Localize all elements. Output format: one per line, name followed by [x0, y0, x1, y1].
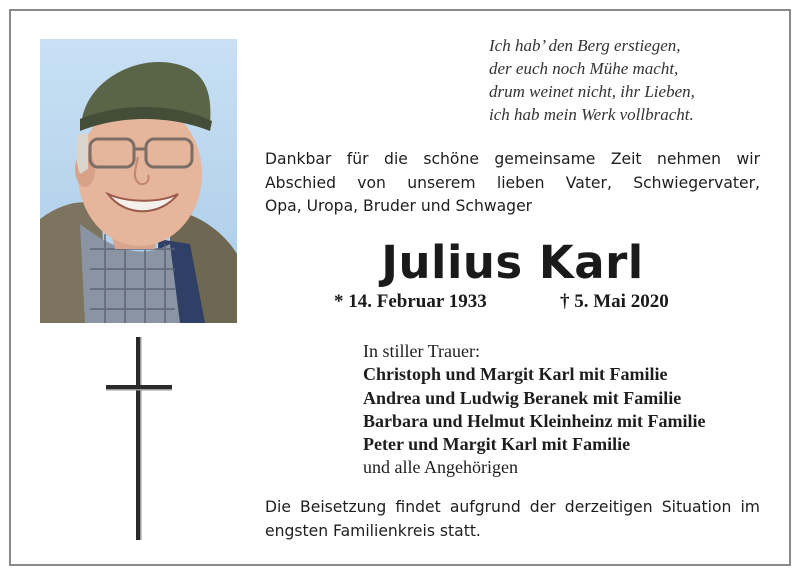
mourners-list: [363, 340, 706, 480]
burial-notice: [265, 496, 760, 543]
notice-line: Die Beisetzung findet aufgrund der derzeitigen Situation im: [265, 498, 760, 516]
notice-line: engsten Familienkreis statt.: [265, 521, 481, 540]
intro-line: Opa, Uropa, Bruder und Schwager: [265, 197, 533, 215]
intro-line: Abschied von unserem lieben Vater, Schwiegervater,: [265, 173, 760, 192]
mourner-family: Christoph und Margit Karl mit Familie: [363, 364, 668, 385]
mourner-family: Andrea und Ludwig Beranek mit Familie: [363, 387, 682, 408]
mourners-closing: und alle Angehörigen: [363, 457, 518, 478]
poem-line: Ich hab’ den Berg erstiegen,: [489, 36, 681, 55]
intro-text: [265, 148, 760, 219]
poem-line: der euch noch Mühe macht,: [489, 59, 679, 78]
poem-line: drum weinet nicht, ihr Lieben,: [489, 82, 695, 101]
poem: [489, 34, 789, 126]
mourners-heading: In stiller Trauer:: [363, 341, 480, 361]
death-date: † 5. Mai 2020: [560, 291, 669, 312]
mourner-family: Barbara und Helmut Kleinheinz mit Familie: [363, 410, 706, 431]
birth-date: * 14. Februar 1933: [334, 291, 487, 312]
latin-cross-icon: [104, 337, 174, 547]
mourner-family: Peter und Margit Karl mit Familie: [363, 434, 631, 455]
intro-line: Dankbar für die schöne gemeinsame Zeit nehmen wir: [265, 150, 760, 168]
poem-line: ich hab mein Werk vollbracht.: [489, 105, 694, 124]
portrait-photo: [40, 39, 237, 323]
deceased-name: Julius Karl: [381, 236, 644, 289]
